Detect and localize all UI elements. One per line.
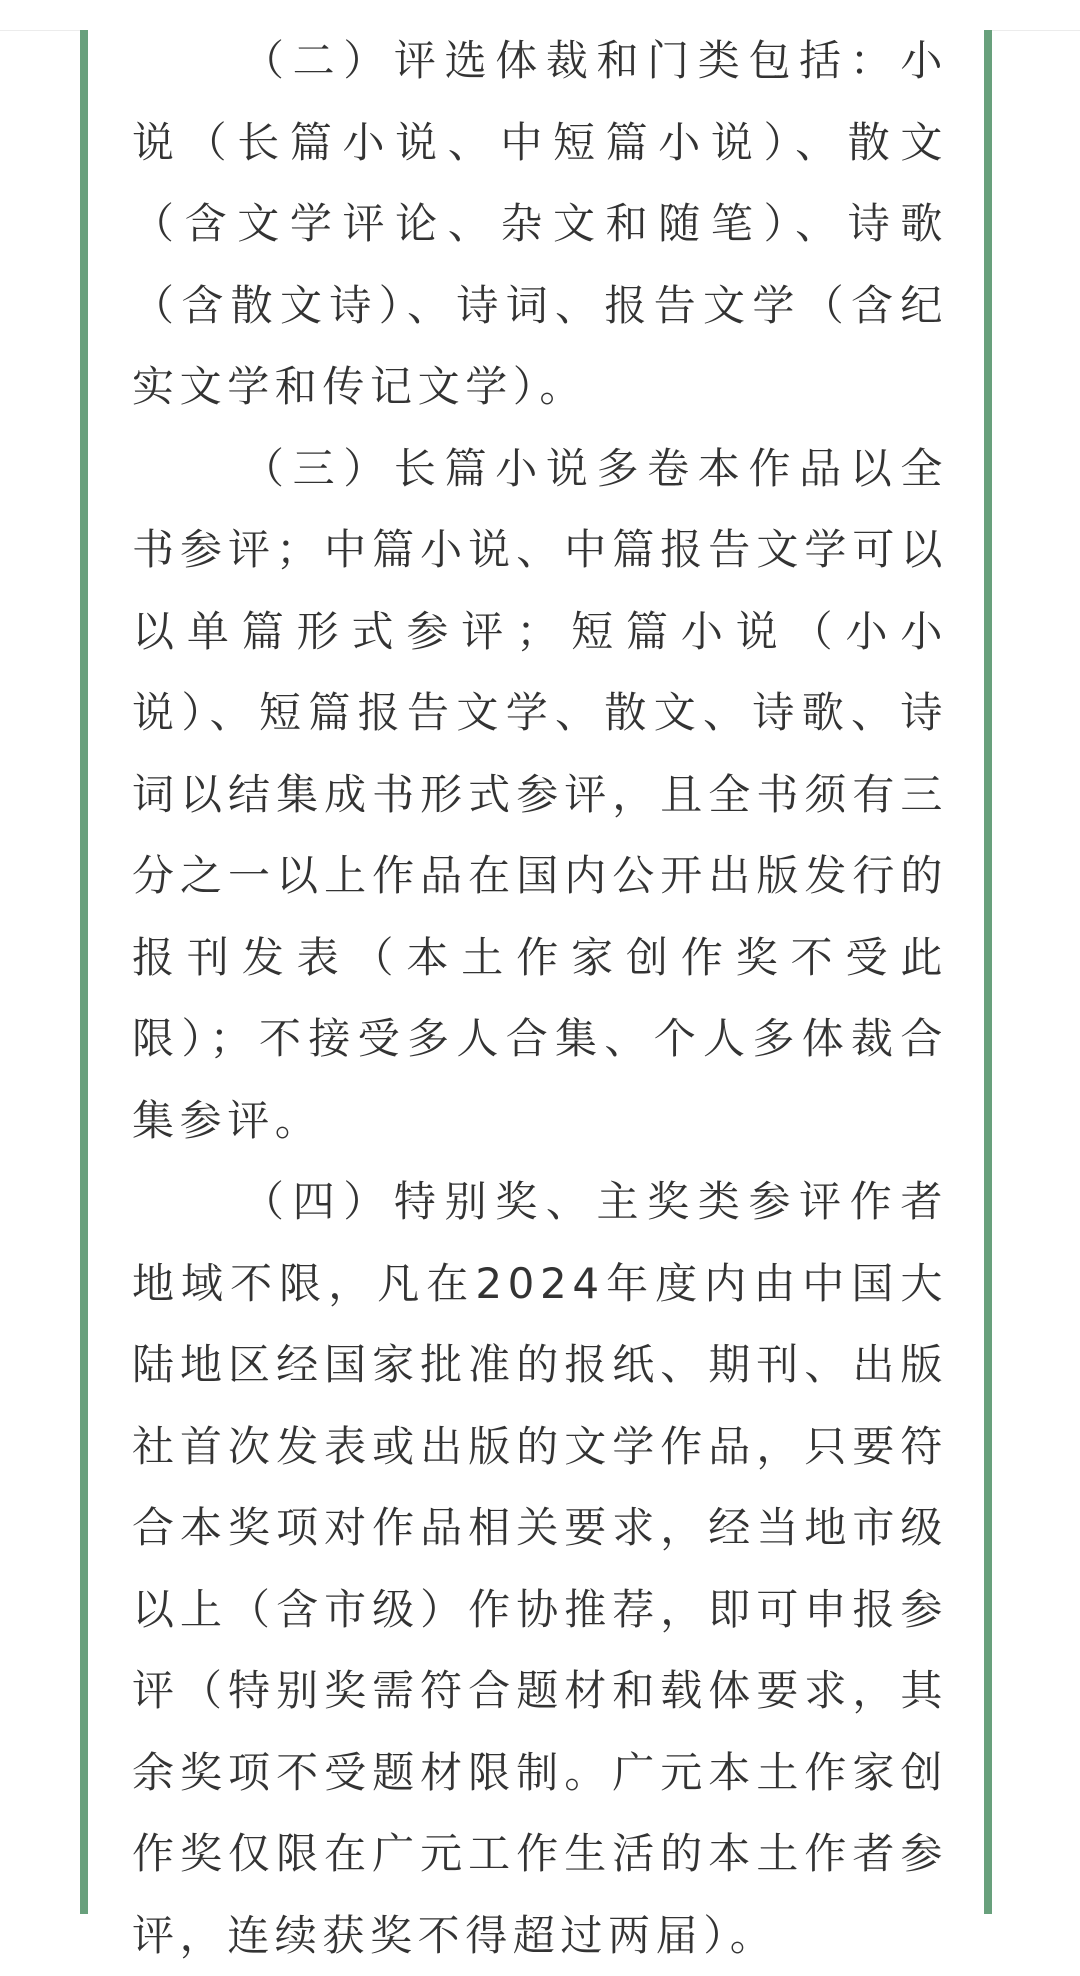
paragraph-2: （二）评选体裁和门类包括：小说（长篇小说、中短篇小说）、散文（含文学评论、杂文和随笔）、诗歌（含散文诗）、诗词、报告文学（含纪实文学和传记文学）。 <box>132 36 948 411</box>
article-body <box>132 20 948 1976</box>
paragraph-4: （四）特别奖、主奖类参评作者地域不限，凡在2024年度内由中国大陆地区经国家批准的报纸、期刊、出版社首次发表或出版的文学作品，只要符合本奖项对作品相关要求，经当地市级以上（含市级）作协推荐，即可申报参评（特别奖需符合题材和载体要求，其余奖项不受题材限制。广元本土作家创作奖仅限在广元工作生活的本土作者参评，连续获奖不得超过两届）。 <box>132 1177 948 1960</box>
paragraph-3: （三）长篇小说多卷本作品以全书参评；中篇小说、中篇报告文学可以以单篇形式参评；短篇小说（小小说）、短篇报告文学、散文、诗歌、诗词以结集成书形式参评，且全书须有三分之一以上作品在国内公开出版发行的报刊发表（本土作家创作奖不受此限）；不接受多人合集、个人多体裁合集参评。 <box>132 443 948 1145</box>
